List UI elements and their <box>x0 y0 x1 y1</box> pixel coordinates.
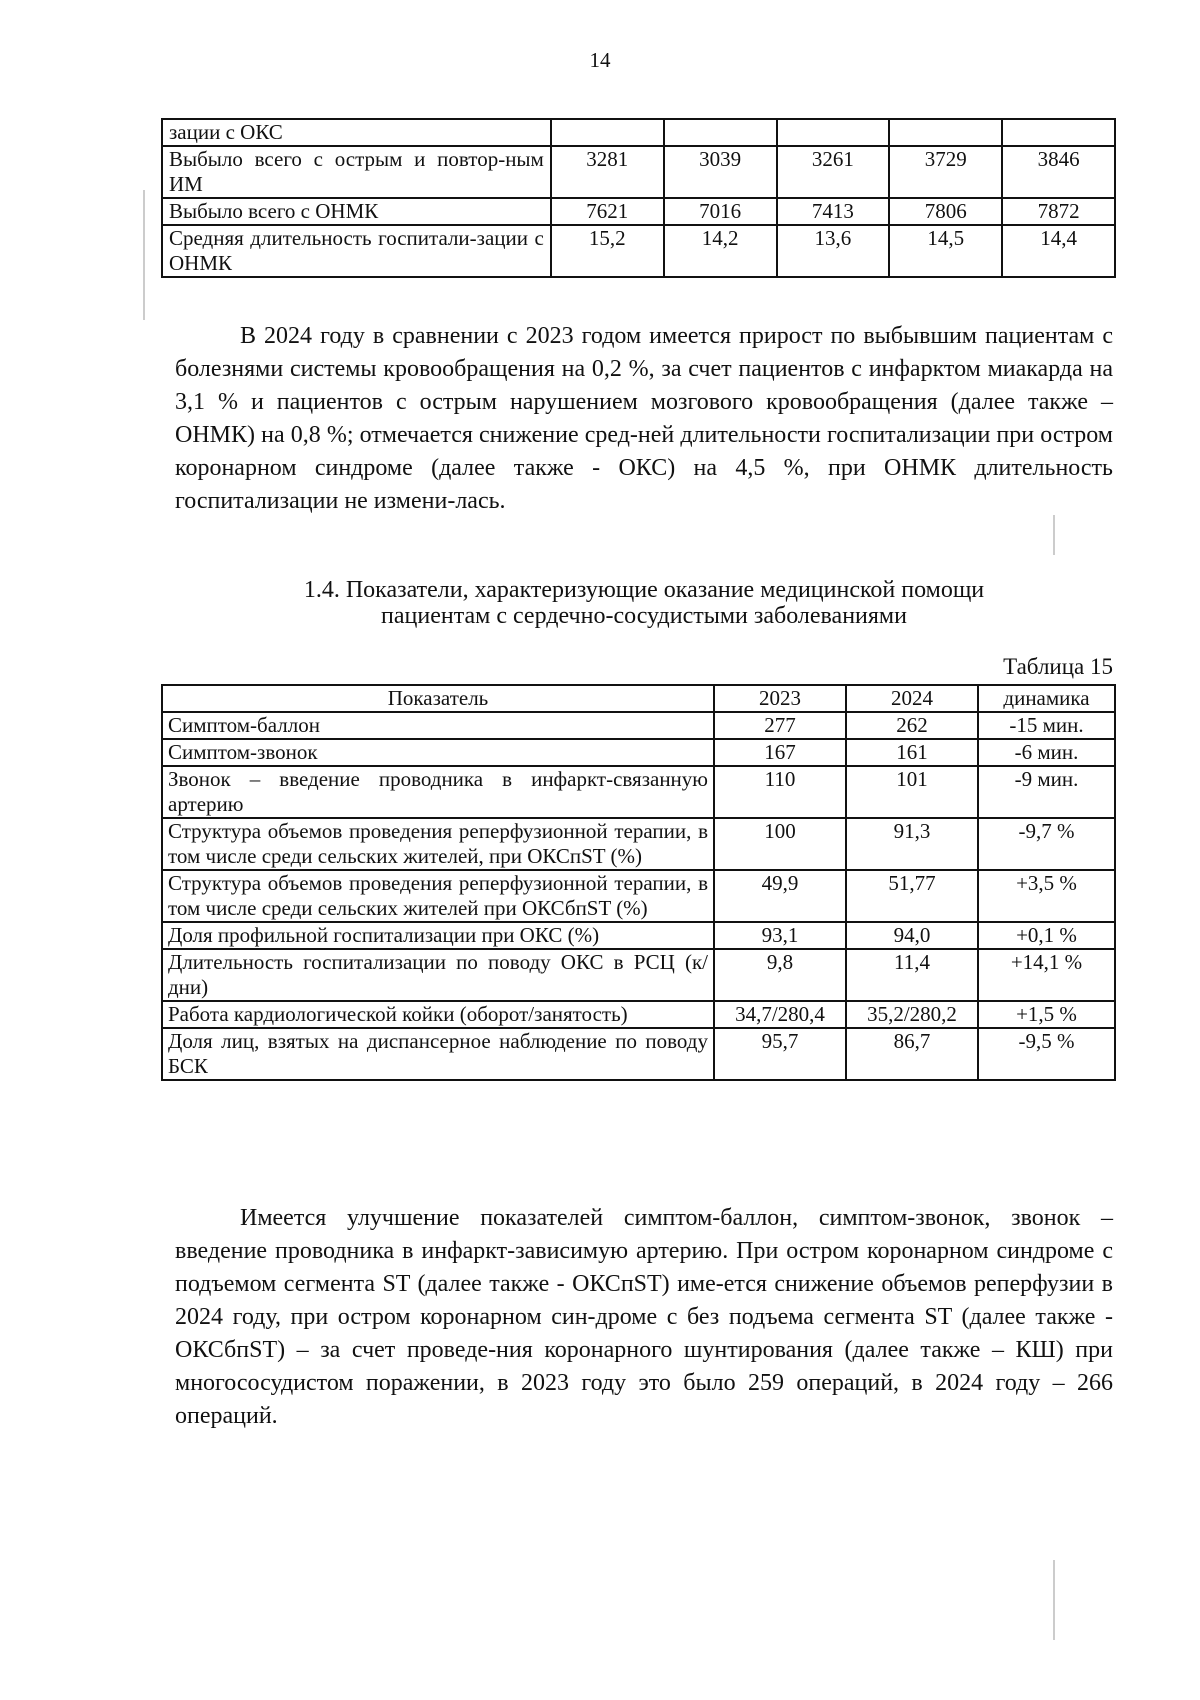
value-2024: 51,77 <box>846 870 978 922</box>
value-2023: 95,7 <box>714 1028 846 1080</box>
value-dynamics: -15 мин. <box>978 712 1115 739</box>
table-cell <box>1002 119 1115 146</box>
row-label: Структура объемов проведения реперфузионной терапии, в том числе среди сельских жителей, при ОКСпST (%) <box>162 818 714 870</box>
table-cell: 3729 <box>889 146 1002 198</box>
table-cell: 3039 <box>664 146 777 198</box>
value-dynamics: +0,1 % <box>978 922 1115 949</box>
table-row <box>162 922 1115 949</box>
value-2024: 94,0 <box>846 922 978 949</box>
row-label: Работа кардиологической койки (оборот/занятость) <box>162 1001 714 1028</box>
value-2024: 86,7 <box>846 1028 978 1080</box>
value-2024: 11,4 <box>846 949 978 1001</box>
table-cell <box>551 119 664 146</box>
table-cell: 15,2 <box>551 225 664 277</box>
table-cell: 7016 <box>664 198 777 225</box>
table-caption: Таблица 15 <box>1003 654 1113 679</box>
row-label: зации с ОКС <box>162 119 551 146</box>
table-cell <box>777 119 890 146</box>
section-title-line-1: 1.4. Показатели, характеризующие оказание медицинской помощи <box>303 577 985 603</box>
value-2023: 9,8 <box>714 949 846 1001</box>
scan-artifact <box>1053 515 1055 555</box>
table-header-row <box>162 685 1115 712</box>
row-label: Выбыло всего с острым и повтор-ным ИМ <box>162 146 551 198</box>
value-dynamics: +1,5 % <box>978 1001 1115 1028</box>
value-2024: 91,3 <box>846 818 978 870</box>
table-cell: 3846 <box>1002 146 1115 198</box>
table-row <box>162 818 1115 870</box>
row-label: Структура объемов проведения реперфузионной терапии, в том числе среди сельских жителей при ОКСбпST (%) <box>162 870 714 922</box>
value-2023: 49,9 <box>714 870 846 922</box>
page-number: 14 <box>589 48 611 72</box>
value-2023: 34,7/280,4 <box>714 1001 846 1028</box>
table-cell: 7621 <box>551 198 664 225</box>
table-15 <box>161 684 1116 1081</box>
table-row <box>162 712 1115 739</box>
table-row <box>162 1001 1115 1028</box>
body-paragraph-1: В 2024 году в сравнении с 2023 годом имеется прирост по выбывшим пациентам с болезнями системы кровообращения на 0,2 %, за счет пациентов с инфарктом миакарда на 3,1 % и пациентов с острым нарушением мозгового кровообращения (далее также – ОНМК) на 0,8 %; отмечается снижение сред-ней длительности госпитализации при остром коронарном синдроме (далее также - ОКС) на 4,5 %, при ОНМК длительность госпитализации не измени-лась. <box>175 323 1113 514</box>
value-2023: 110 <box>714 766 846 818</box>
header-dynamics: динамика <box>978 685 1115 712</box>
value-2023: 100 <box>714 818 846 870</box>
scan-artifact <box>143 190 145 320</box>
value-2023: 93,1 <box>714 922 846 949</box>
table-cell: 3261 <box>777 146 890 198</box>
table-cell: 14,4 <box>1002 225 1115 277</box>
table-cell: 13,6 <box>777 225 890 277</box>
table-row <box>162 225 1115 277</box>
value-2023: 167 <box>714 739 846 766</box>
value-dynamics: +14,1 % <box>978 949 1115 1001</box>
row-label: Выбыло всего с ОНМК <box>162 198 551 225</box>
value-dynamics: -9,5 % <box>978 1028 1115 1080</box>
value-dynamics: -9 мин. <box>978 766 1115 818</box>
table-cell: 7872 <box>1002 198 1115 225</box>
row-label: Симптом-звонок <box>162 739 714 766</box>
row-label: Звонок – введение проводника в инфаркт-связанную артерию <box>162 766 714 818</box>
table-cell: 14,2 <box>664 225 777 277</box>
table-row <box>162 1028 1115 1080</box>
table-cell: 7413 <box>777 198 890 225</box>
table-row <box>162 870 1115 922</box>
header-2024: 2024 <box>846 685 978 712</box>
table-cell: 14,5 <box>889 225 1002 277</box>
scan-artifact <box>1053 1560 1055 1640</box>
header-indicator: Показатель <box>162 685 714 712</box>
value-2024: 262 <box>846 712 978 739</box>
table-row <box>162 198 1115 225</box>
section-title-line-2: пациентам с сердечно-сосудистыми заболеваниями <box>381 603 907 629</box>
table-row <box>162 766 1115 818</box>
table-cell: 3281 <box>551 146 664 198</box>
value-2024: 35,2/280,2 <box>846 1001 978 1028</box>
value-2024: 101 <box>846 766 978 818</box>
table-row <box>162 146 1115 198</box>
table-cell <box>889 119 1002 146</box>
continued-table <box>161 118 1116 278</box>
table-row <box>162 119 1115 146</box>
row-label: Средняя длительность госпитали-зации с ОНМК <box>162 225 551 277</box>
value-2024: 161 <box>846 739 978 766</box>
body-paragraph-2: Имеется улучшение показателей симптом-баллон, симптом-звонок, звонок – введение проводника в инфаркт-зависимую артерию. При остром коронарном синдроме с подъемом сегмента ST (далее также - ОКСпST) име-ется снижение объемов реперфузии в 2024 году, при остром коронарном син-дроме с без подъема сегмента ST (далее также - ОКСбпST) – за счет проведе-ния коронарного шунтирования (далее также – КШ) при многососудистом поражении, в 2023 году это было 259 операций, в 2024 году – 266 операций. <box>175 1205 1113 1429</box>
value-dynamics: -6 мин. <box>978 739 1115 766</box>
value-2023: 277 <box>714 712 846 739</box>
table-row <box>162 949 1115 1001</box>
table-cell: 7806 <box>889 198 1002 225</box>
table-cell <box>664 119 777 146</box>
section-title <box>175 577 1113 629</box>
row-label: Доля профильной госпитализации при ОКС (%) <box>162 922 714 949</box>
table-row <box>162 739 1115 766</box>
row-label: Длительность госпитализации по поводу ОКС в РСЦ (к/дни) <box>162 949 714 1001</box>
value-dynamics: +3,5 % <box>978 870 1115 922</box>
value-dynamics: -9,7 % <box>978 818 1115 870</box>
row-label: Доля лиц, взятых на диспансерное наблюдение по поводу БСК <box>162 1028 714 1080</box>
row-label: Симптом-баллон <box>162 712 714 739</box>
header-2023: 2023 <box>714 685 846 712</box>
